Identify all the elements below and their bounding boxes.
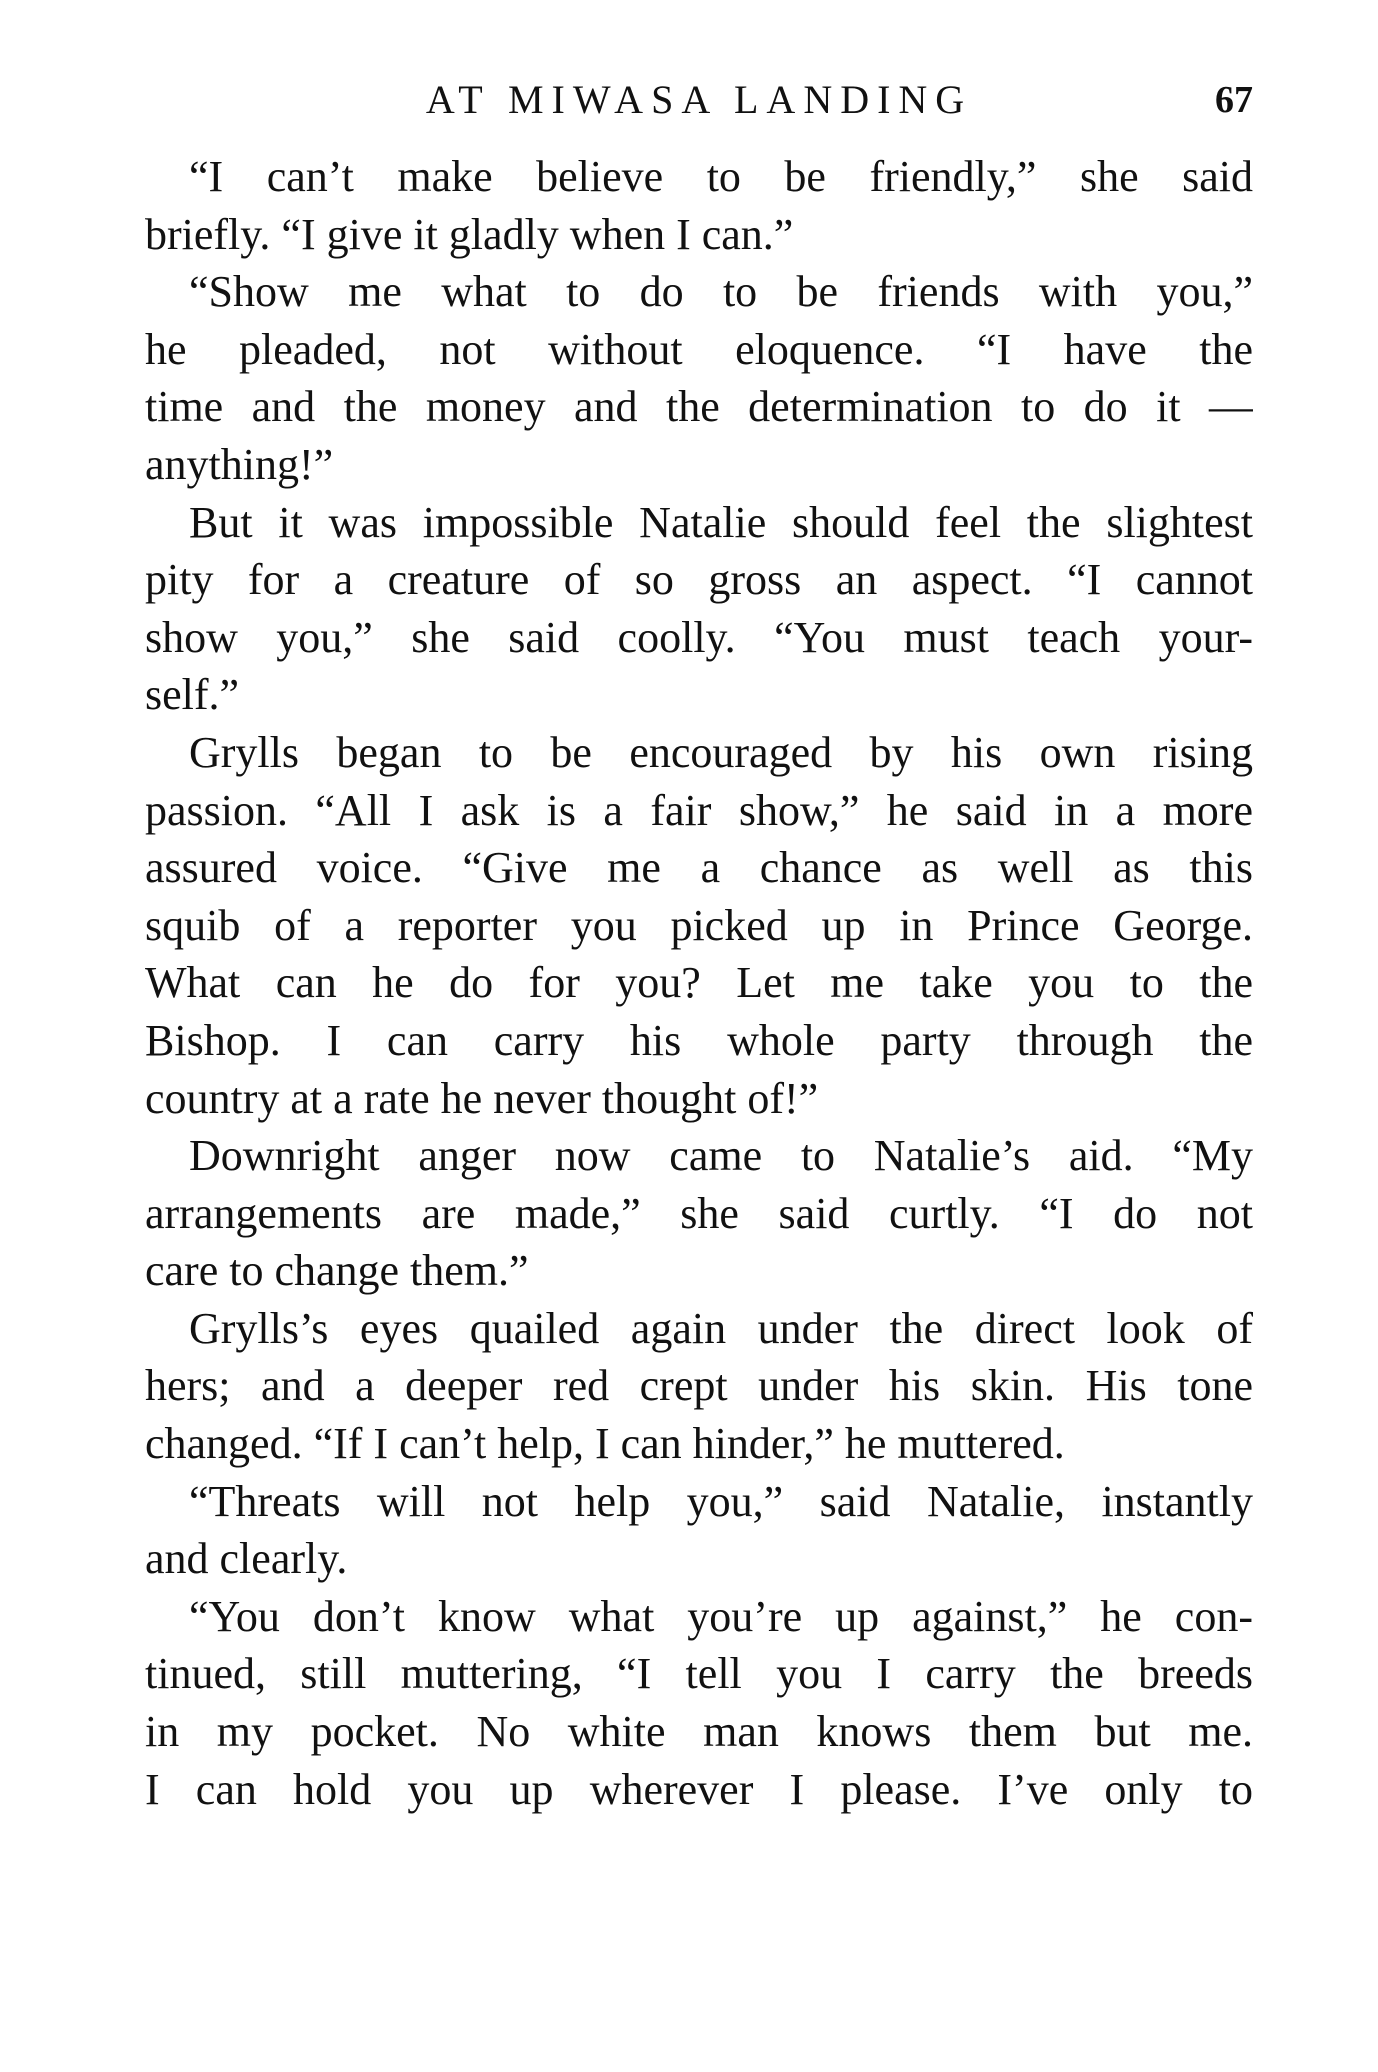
text-line: care to change them.”: [145, 1246, 529, 1296]
text-line: changed. “If I can’t help, I can hinder,” he muttered.: [145, 1419, 1065, 1469]
text-line: But it was impossible Natalie should feel the slightest: [189, 497, 1253, 547]
text-line: time and the money and the determination to do it —: [145, 382, 1253, 432]
text-line: assured voice. “Give me a chance as well as this: [145, 843, 1253, 893]
running-head: [145, 70, 1253, 130]
text-line: passion. “All I ask is a fair show,” he said in a more: [145, 785, 1253, 835]
text-line: “You don’t know what you’re up against,” he con-: [189, 1591, 1253, 1641]
text-line: hers; and a deeper red crept under his skin. His tone: [145, 1361, 1253, 1411]
text-line: Grylls began to be encouraged by his own rising: [189, 727, 1253, 777]
text-line: “Show me what to do to be friends with you,”: [189, 267, 1253, 317]
text-line: Grylls’s eyes quailed again under the direct look of: [189, 1303, 1253, 1353]
text-line: What can he do for you? Let me take you to the: [145, 958, 1253, 1008]
body-text: [145, 148, 1253, 1818]
text-line: Downright anger now came to Natalie’s aid. “My: [189, 1131, 1253, 1181]
text-line: show you,” she said coolly. “You must teach your-: [145, 612, 1253, 662]
text-line: anything!”: [145, 439, 334, 489]
page-number: 67: [1215, 79, 1253, 121]
text-line: he pleaded, not without eloquence. “I have the: [145, 324, 1253, 374]
text-line: country at a rate he never thought of!”: [145, 1073, 819, 1123]
text-line: tinued, still muttering, “I tell you I carry the breeds: [145, 1649, 1253, 1699]
text-line: “Threats will not help you,” said Natalie, instantly: [189, 1476, 1253, 1526]
text-line: “I can’t make believe to be friendly,” she said: [189, 152, 1253, 201]
text-line: squib of a reporter you picked up in Prince George.: [145, 900, 1253, 950]
text-line: in my pocket. No white man knows them but me.: [145, 1707, 1253, 1757]
text-line: Bishop. I can carry his whole party through the: [145, 1015, 1253, 1065]
text-line: self.”: [145, 670, 240, 720]
text-line: pity for a creature of so gross an aspect. “I cannot: [145, 555, 1253, 605]
text-line: briefly. “I give it gladly when I can.”: [145, 209, 794, 259]
text-line: I can hold you up wherever I please. I’ve only to: [145, 1764, 1253, 1814]
running-title: AT MIWASA LANDING: [425, 77, 973, 122]
text-line: and clearly.: [145, 1534, 348, 1584]
text-line: arrangements are made,” she said curtly. “I do not: [145, 1188, 1253, 1238]
